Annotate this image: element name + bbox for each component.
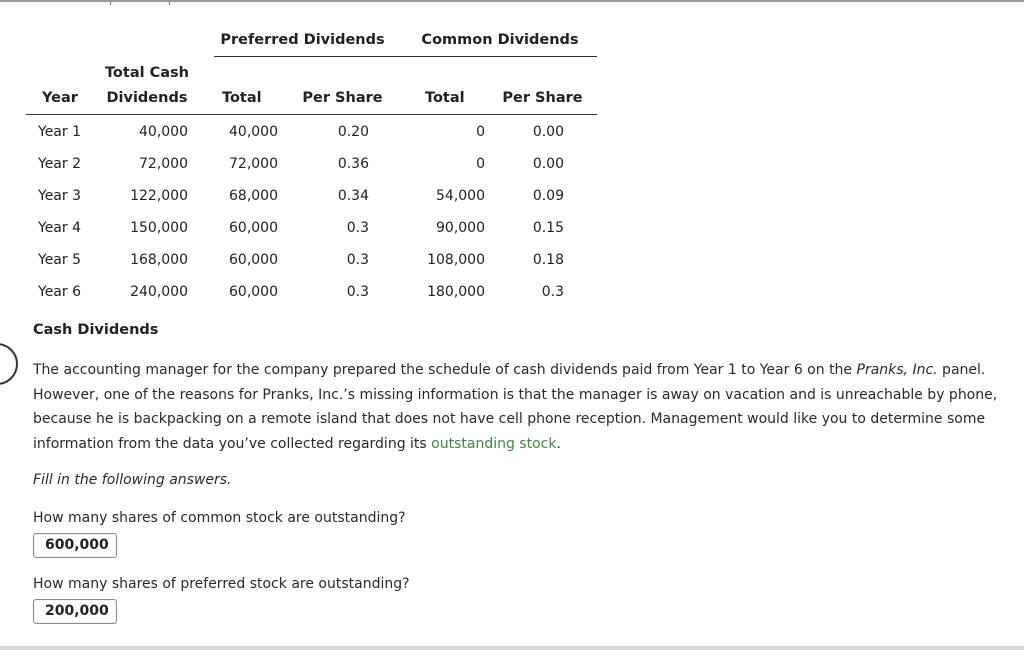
col-header-common-total: Total bbox=[425, 90, 465, 106]
cell-common-per-share: 0.00 bbox=[532, 156, 564, 172]
cell-pref-per-share: 0.3 bbox=[346, 284, 369, 300]
answer-common-shares-field[interactable]: 600,000 bbox=[33, 533, 117, 558]
cell-common-per-share: 0.18 bbox=[532, 252, 564, 268]
cell-pref-per-share: 0.3 bbox=[346, 220, 369, 236]
cell-pref-per-share: 0.36 bbox=[337, 156, 369, 172]
cell-common-per-share: 0.3 bbox=[541, 284, 564, 300]
paragraph-text: panel. However, one of the reasons for Pranks, Inc.’s missing information is that the manager is away on vacation and is unreachable by phone, because he is backpacking on a remote island that does not have cell phone reception. Management would like you to determine some information from the data you’ve collected regarding its bbox=[33, 362, 998, 452]
question-common-shares: How many shares of common stock are outstanding? bbox=[33, 510, 406, 526]
group-header-underline bbox=[214, 56, 597, 57]
cell-year: Year 2 bbox=[38, 156, 81, 172]
cell-common-total: 54,000 bbox=[436, 188, 485, 204]
fill-in-instruction: Fill in the following answers. bbox=[33, 472, 232, 488]
cell-common-total: 108,000 bbox=[427, 252, 485, 268]
col-header-year: Year bbox=[42, 90, 78, 106]
cell-common-total: 0 bbox=[476, 124, 485, 140]
section-title: Cash Dividends bbox=[33, 322, 159, 338]
cell-common-per-share: 0.15 bbox=[532, 220, 564, 236]
top-border bbox=[0, 0, 1024, 2]
cell-year: Year 1 bbox=[38, 124, 81, 140]
instructions-paragraph bbox=[33, 358, 1018, 456]
cell-year: Year 5 bbox=[38, 252, 81, 268]
cell-total-cash: 122,000 bbox=[130, 188, 188, 204]
top-tick-mark bbox=[110, 2, 111, 5]
group-header-preferred: Preferred Dividends bbox=[220, 32, 385, 48]
cell-pref-total: 68,000 bbox=[229, 188, 278, 204]
step-marker-icon bbox=[0, 343, 18, 385]
cell-pref-total: 72,000 bbox=[229, 156, 278, 172]
cell-pref-total: 60,000 bbox=[229, 220, 278, 236]
cell-total-cash: 240,000 bbox=[130, 284, 188, 300]
cell-year: Year 4 bbox=[38, 220, 81, 236]
col-header-pref-total: Total bbox=[222, 90, 262, 106]
cell-year: Year 6 bbox=[38, 284, 81, 300]
header-underline bbox=[26, 114, 597, 115]
cell-pref-total: 40,000 bbox=[229, 124, 278, 140]
cell-pref-per-share: 0.20 bbox=[337, 124, 369, 140]
cell-pref-per-share: 0.3 bbox=[346, 252, 369, 268]
cell-total-cash: 40,000 bbox=[139, 124, 188, 140]
col-header-total-cash-line2: Dividends bbox=[106, 90, 188, 106]
cell-total-cash: 72,000 bbox=[139, 156, 188, 172]
cell-common-total: 180,000 bbox=[427, 284, 485, 300]
paragraph-text: The accounting manager for the company prepared the schedule of cash dividends paid from Year 1 to Year 6 on the bbox=[33, 362, 857, 378]
company-name: Pranks, Inc. bbox=[856, 362, 938, 378]
outstanding-stock-link[interactable]: outstanding stock bbox=[431, 435, 557, 452]
answer-preferred-shares-field[interactable]: 200,000 bbox=[33, 599, 117, 624]
paragraph-text: . bbox=[556, 435, 561, 452]
col-header-common-per-share: Per Share bbox=[502, 90, 583, 106]
cell-common-total: 0 bbox=[476, 156, 485, 172]
top-tick-mark bbox=[169, 2, 170, 5]
cell-total-cash: 168,000 bbox=[130, 252, 188, 268]
cell-common-per-share: 0.09 bbox=[532, 188, 564, 204]
group-header-common: Common Dividends bbox=[421, 32, 579, 48]
cell-year: Year 3 bbox=[38, 188, 81, 204]
bottom-border bbox=[0, 646, 1024, 650]
cell-common-per-share: 0.00 bbox=[532, 124, 564, 140]
cell-pref-total: 60,000 bbox=[229, 252, 278, 268]
cell-pref-per-share: 0.34 bbox=[337, 188, 369, 204]
col-header-pref-per-share: Per Share bbox=[302, 90, 383, 106]
cell-total-cash: 150,000 bbox=[130, 220, 188, 236]
cell-pref-total: 60,000 bbox=[229, 284, 278, 300]
question-preferred-shares: How many shares of preferred stock are outstanding? bbox=[33, 576, 410, 592]
cell-common-total: 90,000 bbox=[436, 220, 485, 236]
col-header-total-cash-line1: Total Cash bbox=[104, 65, 190, 81]
